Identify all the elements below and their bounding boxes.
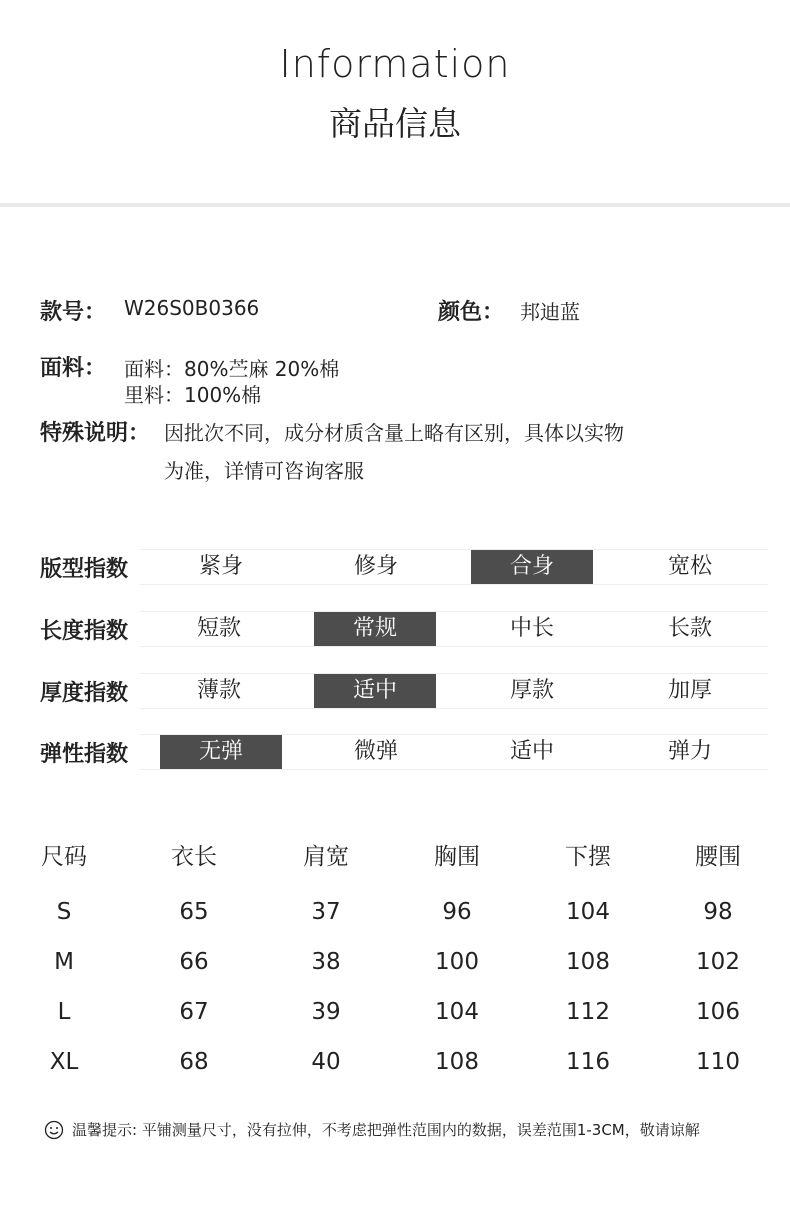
table-cell: 116 bbox=[566, 1049, 610, 1075]
fit-index-track bbox=[140, 549, 768, 585]
fabric-lining: 里料：100%棉 bbox=[124, 383, 262, 407]
hem-header: 下摆 bbox=[565, 844, 611, 870]
table-cell: M bbox=[54, 949, 74, 975]
tip-text: 温馨提示: 平铺测量尺寸，没有拉伸，不考虑把弹性范围内的数据，误差范围1-3CM，敬请谅解 bbox=[72, 1121, 700, 1139]
stretch-option-4: 弹力 bbox=[667, 739, 712, 764]
length-index-label: 长度指数 bbox=[40, 619, 129, 644]
table-cell: XL bbox=[49, 1049, 79, 1075]
thickness-option-3: 厚款 bbox=[509, 678, 554, 703]
stretch-option-2: 微弹 bbox=[353, 739, 398, 764]
stretch-index-track bbox=[140, 734, 768, 770]
style-no-label: 款号： bbox=[40, 300, 107, 325]
table-cell: 68 bbox=[179, 1049, 209, 1075]
shoulder-header: 肩宽 bbox=[303, 844, 349, 870]
fit-option-2: 修身 bbox=[353, 554, 398, 579]
length-option-3: 中长 bbox=[509, 616, 554, 641]
note-line-1: 因批次不同，成分材质含量上略有区别，具体以实物 bbox=[164, 421, 624, 445]
style-no-value: W26S0B0366 bbox=[124, 296, 260, 320]
header-divider bbox=[0, 203, 790, 207]
table-cell: 110 bbox=[696, 1049, 740, 1075]
length-option-2-selected: 常规 bbox=[314, 612, 436, 646]
page-title-zh: 商品信息 bbox=[329, 104, 461, 143]
thickness-option-2-selected: 适中 bbox=[314, 674, 436, 708]
fit-option-4: 宽松 bbox=[667, 554, 712, 579]
fit-index-label: 版型指数 bbox=[40, 557, 129, 582]
fit-option-1: 紧身 bbox=[198, 554, 243, 579]
table-cell: 108 bbox=[566, 949, 610, 975]
waist-header: 腰围 bbox=[695, 844, 741, 870]
stretch-option-3: 适中 bbox=[509, 739, 554, 764]
fabric-label: 面料： bbox=[40, 356, 107, 381]
table-cell: 108 bbox=[435, 1049, 479, 1075]
table-cell: 39 bbox=[311, 999, 341, 1025]
table-cell: 40 bbox=[311, 1049, 341, 1075]
table-cell: 37 bbox=[311, 899, 341, 925]
fabric-outer: 面料：80%苎麻 20%棉 bbox=[124, 357, 340, 381]
stretch-option-1-selected: 无弹 bbox=[160, 735, 282, 769]
thickness-index-label: 厚度指数 bbox=[40, 681, 129, 706]
table-cell: 102 bbox=[696, 949, 740, 975]
fit-option-3-selected: 合身 bbox=[471, 550, 593, 584]
stretch-index-label: 弹性指数 bbox=[40, 742, 129, 767]
table-cell: 98 bbox=[703, 899, 733, 925]
table-cell: 112 bbox=[566, 999, 610, 1025]
table-cell: L bbox=[57, 999, 71, 1025]
length-index-track bbox=[140, 611, 768, 647]
table-cell: S bbox=[56, 899, 72, 925]
color-value: 邦迪蓝 bbox=[520, 300, 580, 324]
table-cell: 65 bbox=[179, 899, 209, 925]
length-header: 衣长 bbox=[171, 844, 217, 870]
thickness-option-1: 薄款 bbox=[196, 678, 241, 703]
bust-header: 胸围 bbox=[434, 844, 480, 870]
note-label: 特殊说明： bbox=[40, 421, 151, 446]
table-cell: 67 bbox=[179, 999, 209, 1025]
table-cell: 66 bbox=[179, 949, 209, 975]
table-cell: 104 bbox=[435, 999, 479, 1025]
page-title-en: Information bbox=[279, 42, 511, 86]
table-cell: 104 bbox=[566, 899, 610, 925]
table-cell: 96 bbox=[442, 899, 472, 925]
measurement-tip bbox=[44, 1119, 700, 1140]
smile-icon bbox=[44, 1120, 64, 1140]
table-cell: 100 bbox=[435, 949, 479, 975]
size-header: 尺码 bbox=[41, 844, 87, 870]
length-option-4: 长款 bbox=[667, 616, 712, 641]
table-cell: 106 bbox=[696, 999, 740, 1025]
thickness-index-track bbox=[140, 673, 768, 709]
note-line-2: 为准，详情可咨询客服 bbox=[164, 459, 364, 483]
table-cell: 38 bbox=[311, 949, 341, 975]
length-option-1: 短款 bbox=[196, 616, 241, 641]
thickness-option-4: 加厚 bbox=[667, 678, 712, 703]
color-label: 颜色： bbox=[438, 300, 505, 325]
